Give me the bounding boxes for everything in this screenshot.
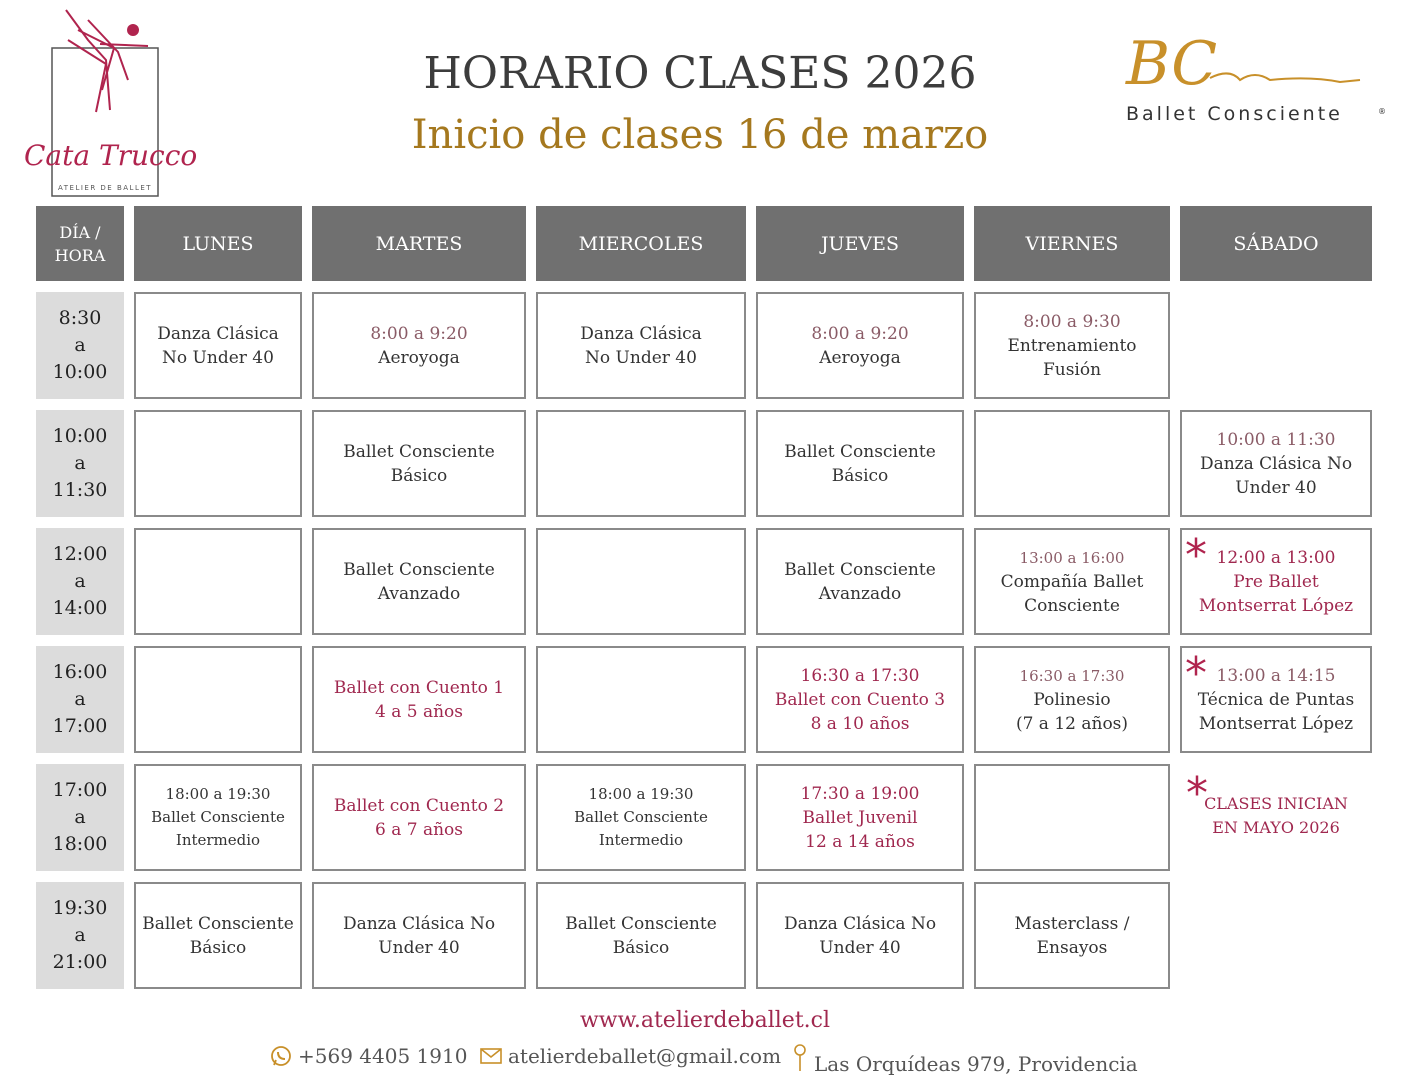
page-title: HORARIO CLASES 2026 — [423, 48, 977, 99]
class-detail: Under 40 — [1235, 477, 1317, 498]
time-sep: a — [74, 334, 86, 356]
class-time: 12:00 a 13:00 — [1216, 547, 1336, 568]
time-end: 21:00 — [52, 951, 108, 973]
class-name: Polinesio — [1033, 689, 1111, 710]
cata-trucco-logo — [18, 0, 218, 200]
phone-number: +569 4405 1910 — [298, 1044, 468, 1068]
time-start: 17:00 — [52, 779, 108, 801]
logo-name: Ballet Consciente — [1126, 103, 1343, 125]
class-time: 8:00 a 9:30 — [1023, 311, 1121, 332]
header-martes: MARTES — [312, 206, 526, 281]
asterisk-icon: * — [1185, 648, 1207, 699]
header-day-hour-line: DÍA / — [59, 222, 101, 242]
class-cell-may-start — [1180, 646, 1372, 753]
class-cell — [312, 882, 526, 989]
phone-contact[interactable] — [270, 1044, 467, 1068]
class-name: Ballet Consciente — [343, 559, 495, 580]
class-detail: Under 40 — [378, 937, 460, 958]
class-cell — [974, 528, 1170, 635]
class-cell — [974, 882, 1170, 989]
time-start: 10:00 — [52, 425, 108, 447]
header-day-hour — [36, 206, 124, 281]
page-subtitle: Inicio de clases 16 de marzo — [411, 112, 989, 158]
time-slot-5 — [36, 764, 124, 871]
class-name: Ballet Consciente — [565, 913, 717, 934]
class-name: Danza Clásica — [580, 323, 702, 344]
class-detail: Avanzado — [377, 583, 461, 604]
ballet-consciente-logo — [1120, 22, 1390, 132]
empty-cell — [134, 410, 302, 517]
class-cell — [134, 882, 302, 989]
time-slot-3 — [36, 528, 124, 635]
class-name: Masterclass / — [1014, 913, 1130, 934]
class-name: Ballet Consciente — [784, 441, 936, 462]
time-start: 12:00 — [52, 543, 108, 565]
class-time: 10:00 a 11:30 — [1216, 429, 1336, 450]
class-name: Ballet Consciente — [343, 441, 495, 462]
logo-name: Cata Trucco — [24, 139, 198, 172]
class-detail: Intermedio — [175, 831, 261, 849]
class-cell — [756, 882, 964, 989]
class-name: Entrenamiento — [1007, 335, 1137, 356]
empty-cell — [536, 646, 746, 753]
note-line: EN MAYO 2026 — [1212, 818, 1340, 837]
class-name: Danza Clásica No — [783, 913, 937, 934]
class-detail: 8 a 10 años — [810, 713, 910, 734]
class-name: Ballet Consciente — [151, 808, 285, 826]
class-time: 16:30 a 17:30 — [800, 665, 920, 686]
class-cell — [312, 292, 526, 399]
class-cell — [974, 292, 1170, 399]
class-name: Ballet con Cuento 1 — [333, 677, 505, 698]
time-sep: a — [74, 924, 86, 946]
class-detail: Fusión — [1042, 359, 1102, 380]
time-start: 19:30 — [52, 897, 108, 919]
time-end: 18:00 — [52, 833, 108, 855]
header-jueves: JUEVES — [756, 206, 964, 281]
class-detail: (7 a 12 años) — [1015, 713, 1129, 734]
class-teacher: Montserrat López — [1198, 595, 1354, 616]
class-detail: No Under 40 — [162, 347, 274, 368]
class-detail: 4 a 5 años — [374, 701, 464, 722]
class-cell — [1180, 410, 1372, 517]
class-cell — [756, 646, 964, 753]
class-name: Técnica de Puntas — [1197, 689, 1355, 710]
class-cell — [312, 646, 526, 753]
class-detail: Consciente — [1024, 595, 1120, 616]
logo-tagline: ATELIER DE BALLET — [58, 184, 153, 192]
empty-cell — [974, 410, 1170, 517]
class-time: 13:00 a 16:00 — [1019, 548, 1125, 567]
empty-cell — [536, 528, 746, 635]
time-slot-2 — [36, 410, 124, 517]
class-time: 18:00 a 19:30 — [165, 785, 271, 803]
empty-cell — [134, 646, 302, 753]
class-detail: No Under 40 — [585, 347, 697, 368]
class-name: Ballet con Cuento 2 — [333, 795, 505, 816]
class-name: Ballet Consciente — [574, 808, 708, 826]
class-cell — [134, 764, 302, 871]
address: Las Orquídeas 979, Providencia — [814, 1052, 1138, 1076]
class-cell — [756, 528, 964, 635]
class-detail: Básico — [831, 465, 889, 486]
class-cell — [312, 528, 526, 635]
header-miercoles: MIERCOLES — [536, 206, 746, 281]
class-name: Ballet Consciente — [142, 913, 294, 934]
header-day-hour-line: HORA — [54, 245, 106, 265]
class-detail: 12 a 14 años — [805, 831, 915, 852]
class-cell — [756, 764, 964, 871]
logo-monogram: BC — [1126, 29, 1218, 99]
class-detail: 6 a 7 años — [374, 819, 464, 840]
class-cell — [756, 292, 964, 399]
class-detail: Básico — [189, 937, 247, 958]
class-teacher: Montserrat López — [1198, 713, 1354, 734]
class-time: 13:00 a 14:15 — [1216, 665, 1336, 686]
email-contact[interactable] — [480, 1044, 781, 1068]
may-start-note — [1190, 792, 1362, 840]
class-name: Ballet Consciente — [784, 559, 936, 580]
class-detail: Avanzado — [818, 583, 902, 604]
class-name: Danza Clásica — [157, 323, 279, 344]
class-cell — [312, 410, 526, 517]
class-time: 16:30 a 17:30 — [1019, 666, 1125, 685]
class-time: 17:30 a 19:00 — [800, 783, 920, 804]
class-time: 8:00 a 9:20 — [370, 323, 468, 344]
email-address: atelierdeballet@gmail.com — [508, 1044, 782, 1068]
class-name: Danza Clásica No — [1199, 453, 1353, 474]
address-contact — [792, 1044, 1138, 1076]
class-time: 18:00 a 19:30 — [588, 785, 694, 803]
header-sabado: SÁBADO — [1180, 206, 1372, 281]
asterisk-icon: * — [1185, 530, 1207, 581]
time-slot-1 — [36, 292, 124, 399]
time-slot-6 — [36, 882, 124, 989]
time-sep: a — [74, 570, 86, 592]
time-sep: a — [74, 688, 86, 710]
class-name: Danza Clásica No — [342, 913, 496, 934]
logo-registered-mark: ® — [1378, 107, 1386, 116]
whatsapp-icon — [270, 1045, 292, 1067]
class-cell — [536, 292, 746, 399]
empty-cell — [536, 410, 746, 517]
empty-cell — [134, 528, 302, 635]
class-name: Ballet Juvenil — [802, 807, 918, 828]
class-name: Aeroyoga — [819, 347, 901, 368]
time-slot-4 — [36, 646, 124, 753]
empty-cell — [974, 764, 1170, 871]
website-link[interactable]: www.atelierdeballet.cl — [579, 1008, 831, 1033]
class-detail: Under 40 — [819, 937, 901, 958]
class-cell — [756, 410, 964, 517]
class-name: Ballet con Cuento 3 — [774, 689, 946, 710]
class-name: Aeroyoga — [378, 347, 460, 368]
asterisk-icon: * — [1186, 768, 1208, 819]
time-start: 16:00 — [52, 661, 108, 683]
location-pin-icon — [792, 1044, 808, 1072]
note-line: CLASES INICIAN — [1204, 794, 1348, 813]
time-end: 14:00 — [52, 597, 108, 619]
class-detail: Básico — [612, 937, 670, 958]
mail-icon — [480, 1048, 502, 1064]
class-detail: Intermedio — [598, 831, 684, 849]
class-cell — [536, 764, 746, 871]
class-cell — [974, 646, 1170, 753]
time-end: 17:00 — [52, 715, 108, 737]
class-time: 8:00 a 9:20 — [811, 323, 909, 344]
header-lunes: LUNES — [134, 206, 302, 281]
time-sep: a — [74, 806, 86, 828]
class-name: Pre Ballet — [1233, 571, 1319, 592]
class-cell — [312, 764, 526, 871]
class-cell — [134, 292, 302, 399]
time-sep: a — [74, 452, 86, 474]
time-end: 11:30 — [52, 479, 108, 501]
class-name: Compañía Ballet — [1000, 571, 1144, 592]
time-end: 10:00 — [52, 361, 108, 383]
class-cell-may-start — [1180, 528, 1372, 635]
class-detail: Básico — [390, 465, 448, 486]
time-start: 8:30 — [58, 307, 102, 329]
class-cell — [536, 882, 746, 989]
header-viernes: VIERNES — [974, 206, 1170, 281]
class-detail: Ensayos — [1036, 937, 1108, 958]
